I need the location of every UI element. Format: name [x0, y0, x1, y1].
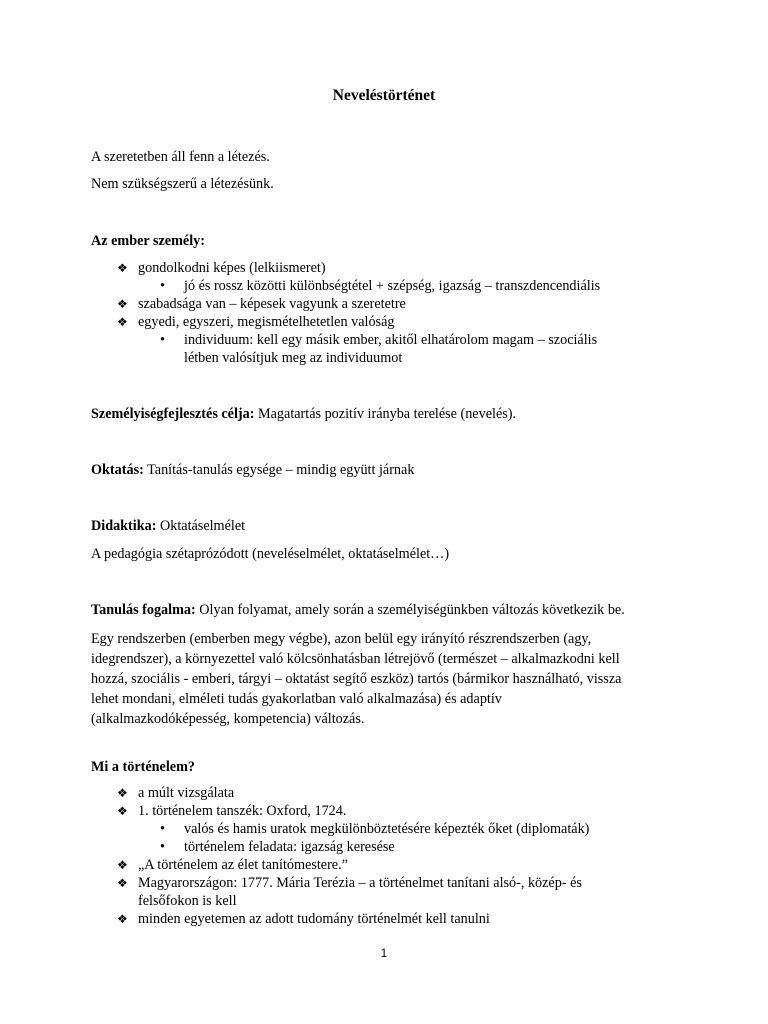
diamond-bullet-icon: ❖ [117, 786, 128, 800]
bullet-icon: • [160, 821, 165, 837]
term-text: Magatartás pozitív irányba terelése (nevelés). [258, 406, 517, 422]
paragraph-line: idegrendszer), a környezettel való kölcsönhatásban létrejövő (természet – alkalmazkodni kell [91, 651, 620, 667]
section-heading-tortenelem: Mi a történelem? [91, 759, 195, 775]
paragraph-oktatas [91, 460, 414, 480]
diamond-bullet-icon: ❖ [117, 804, 128, 818]
intro-line: Nem szükségszerű a létezésünk. [91, 176, 274, 192]
diamond-bullet-icon: ❖ [117, 297, 128, 311]
paragraph-didaktika [91, 516, 245, 536]
term-label: Tanulás fogalma: [91, 602, 196, 618]
intro-line: A szeretetben áll fenn a létezés. [91, 149, 270, 165]
paragraph-line: (alkalmazkodóképesség, kompetencia) változás. [91, 711, 365, 727]
term-label: Oktatás: [91, 462, 144, 478]
page-number: 1 [380, 948, 388, 960]
term-label: Didaktika: [91, 518, 157, 534]
term-text: Olyan folyamat, amely során a személyiségünkben változás következik be. [199, 602, 625, 618]
bullet-icon: • [160, 332, 165, 348]
section-heading-ember: Az ember személy: [91, 233, 205, 249]
bullet-icon: • [160, 839, 165, 855]
term-text: Tanítás-tanulás egysége – mindig együtt járnak [147, 462, 415, 478]
diamond-bullet-icon: ❖ [117, 912, 128, 926]
paragraph-line: hozzá, szociális - emberi, tárgyi – oktatást segítő eszköz) tartós (bármikor használható, vissza [91, 671, 622, 687]
diamond-bullet-icon: ❖ [117, 858, 128, 872]
term-text: Oktatáselmélet [159, 518, 246, 534]
document-page: Neveléstörténet A szeretetben áll fenn a létezés. Nem szükségszerű a létezésünk. Az ember személy: ❖ gondolkodni képes (lelkiismeret) • jó és rossz közötti különbségtétel + szépség, igazság – transzdencendiális ❖ szabadsága van – képesek vagyunk a szeretetre ❖ egyedi, egyszeri, megismételhetetlen valóság • individuum: kell egy másik ember, akitől elhatárolom magam – szociális létben valósítjuk meg az individuumot Személyiségfejlesztés célja: Magatartás pozitív irányba terelése (nevelés). Oktatás: Tanítás-tanulás egysége – mindig együtt járnak Didaktika: Oktatáselmélet A pedagógia szétaprózódott (neveléselmélet, oktatáselmélet…) Tanulás fogalma: Olyan folyamat, amely során a személyiségünkben változás következik be. Egy rendszerben (emberben megy végbe), azon belül egy irányító részrendszerben (agy, idegrendszer), a környezettel való kölcsönhatásban létrejövő (természet – alkalmazkodni kell hozzá, szociális - emberi, tárgyi – oktatást segítő eszköz) tartós (bármikor használható, vissza lehet mondani, elméleti tudás gyakorlatban való alkalmazása) és adaptív (alkalmazkodóképesség, kompetencia) változás. Mi a történelem? ❖ a múlt vizsgálata ❖ 1. történelem tanszék: Oxford, 1724. • valós és hamis uratok megkülönböztetésére képezték őket (diplomaták) • történelem feladata: igazság keresése ❖ „A történelem az élet tanítómestere.” ❖ Magyarországon: 1777. Mária Terézia – a történelmet tanítani alsó-, közép- és felsőfokon is kell ❖ minden egyetemen az adott tudomány történelmét kell tanulni 1 [0, 0, 768, 1024]
document-title: Neveléstörténet [332, 87, 436, 104]
diamond-bullet-icon: ❖ [117, 876, 128, 890]
paragraph-szemelyisegfejlesztes [91, 404, 516, 424]
diamond-bullet-icon: ❖ [117, 261, 128, 275]
paragraph-tanulas [91, 600, 625, 620]
bullet-icon: • [160, 278, 165, 294]
paragraph-line: A pedagógia szétaprózódott (neveléselmélet, oktatáselmélet…) [91, 546, 450, 562]
diamond-bullet-icon: ❖ [117, 315, 128, 329]
paragraph-line: lehet mondani, elméleti tudás gyakorlatban való alkalmazása) és adaptív [91, 691, 502, 707]
term-label: Személyiségfejlesztés célja: [91, 406, 255, 422]
paragraph-line: Egy rendszerben (emberben megy végbe), azon belül egy irányító részrendszerben (agy, [91, 631, 592, 647]
